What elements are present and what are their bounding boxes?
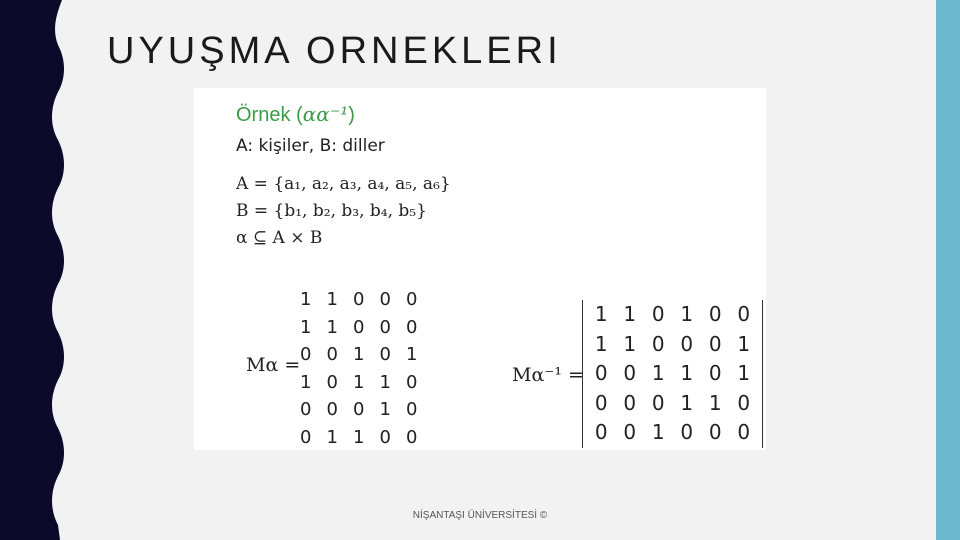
relation-definition: α ⊆ A × B [236, 228, 323, 248]
matrix-cell: 0 [651, 302, 665, 326]
matrix-cell: 1 [326, 426, 338, 448]
matrix-alpha-inverse-label: Mα⁻¹ = [512, 364, 584, 386]
matrix-cell: 0 [379, 289, 391, 310]
matrix-cell: 0 [680, 420, 694, 444]
matrix-cell: 1 [300, 316, 312, 338]
matrix-cell: 0 [406, 316, 418, 338]
heading-word: Örnek ( [236, 104, 303, 126]
matrix-alpha-inverse [582, 300, 763, 448]
matrix-row [300, 286, 433, 314]
matrix-cell: 0 [353, 316, 365, 338]
matrix-cell: 0 [708, 420, 722, 444]
matrix-cell: 0 [651, 390, 665, 415]
example-heading [236, 102, 355, 127]
matrix-cell: 0 [379, 344, 391, 365]
matrix-row [300, 424, 433, 452]
matrix-cell: 0 [406, 399, 418, 420]
matrix-cell: 0 [651, 331, 665, 356]
matrix-cell: 0 [300, 344, 312, 365]
heading-close: ) [348, 104, 355, 126]
matrix-cell: 0 [406, 371, 418, 393]
matrix-cell: 0 [594, 420, 608, 444]
matrix-cell: 0 [326, 399, 338, 420]
matrix-cell: 0 [353, 289, 365, 310]
matrix-cell: 0 [708, 361, 722, 385]
matrix-cell: 0 [326, 344, 338, 365]
matrix-cell: 1 [300, 289, 312, 310]
matrix-cell: 1 [379, 371, 391, 393]
matrix-cell: 1 [651, 420, 665, 444]
slide-title: UYUŞMA ORNEKLERI [107, 30, 562, 72]
matrix-cell: 1 [353, 344, 365, 365]
matrix-cell: 0 [708, 302, 722, 326]
example-figure [194, 88, 766, 450]
set-b-definition: B = {b₁, b₂, b₃, b₄, b₅} [236, 201, 427, 221]
wavy-left-band [0, 0, 80, 540]
matrix-cell: 0 [737, 302, 751, 326]
right-accent-band [936, 0, 960, 540]
matrix-row [587, 418, 758, 448]
matrix-cell: 1 [300, 371, 312, 393]
matrix-cell: 0 [406, 426, 418, 448]
matrix-cell: 0 [737, 420, 751, 444]
matrix-row [587, 330, 758, 360]
matrix-cell: 1 [406, 344, 418, 365]
matrix-cell: 0 [379, 426, 391, 448]
matrix-cell: 1 [326, 289, 338, 310]
matrix-row [300, 369, 433, 397]
matrix-row [300, 396, 433, 424]
matrix-cell: 0 [300, 399, 312, 420]
matrix-cell: 0 [326, 371, 338, 393]
set-a-definition: A = {a₁, a₂, a₃, a₄, a₅, a₆} [236, 174, 451, 194]
matrix-cell: 1 [737, 331, 751, 356]
matrix-cell: 1 [623, 302, 637, 326]
footer-text: NİŞANTAŞI ÜNİVERSİTESİ © [412, 510, 548, 521]
matrix-row [300, 341, 433, 369]
matrix-cell: 1 [353, 426, 365, 448]
matrix-cell: 0 [680, 331, 694, 356]
matrix-cell: 1 [680, 361, 694, 385]
matrix-cell: 1 [737, 361, 751, 385]
matrix-cell: 0 [594, 390, 608, 415]
matrix-cell: 1 [680, 302, 694, 326]
matrix-row [587, 300, 758, 330]
matrix-cell: 1 [353, 371, 365, 393]
matrix-cell: 1 [708, 390, 722, 415]
matrix-cell: 0 [406, 289, 418, 310]
matrix-alpha [300, 286, 433, 451]
matrix-cell: 0 [300, 426, 312, 448]
matrix-cell: 1 [651, 361, 665, 385]
matrix-cell: 0 [623, 420, 637, 444]
matrix-cell: 1 [594, 302, 608, 326]
matrix-cell: 0 [737, 390, 751, 415]
matrix-cell: 1 [379, 399, 391, 420]
matrix-cell: 0 [623, 390, 637, 415]
matrix-cell: 0 [594, 361, 608, 385]
matrix-cell: 1 [326, 316, 338, 338]
matrix-cell: 1 [680, 390, 694, 415]
matrix-alpha-label: Mα = [246, 354, 301, 376]
matrix-cell: 1 [623, 331, 637, 356]
sets-description: A: kişiler, B: diller [236, 136, 385, 156]
matrix-cell: 0 [708, 331, 722, 356]
matrix-cell: 1 [594, 331, 608, 356]
matrix-cell: 0 [353, 399, 365, 420]
matrix-cell: 0 [379, 316, 391, 338]
matrix-row [300, 314, 433, 342]
matrix-row [587, 389, 758, 419]
matrix-cell: 0 [623, 361, 637, 385]
matrix-row [587, 359, 758, 389]
heading-math: αα⁻¹ [302, 102, 349, 126]
